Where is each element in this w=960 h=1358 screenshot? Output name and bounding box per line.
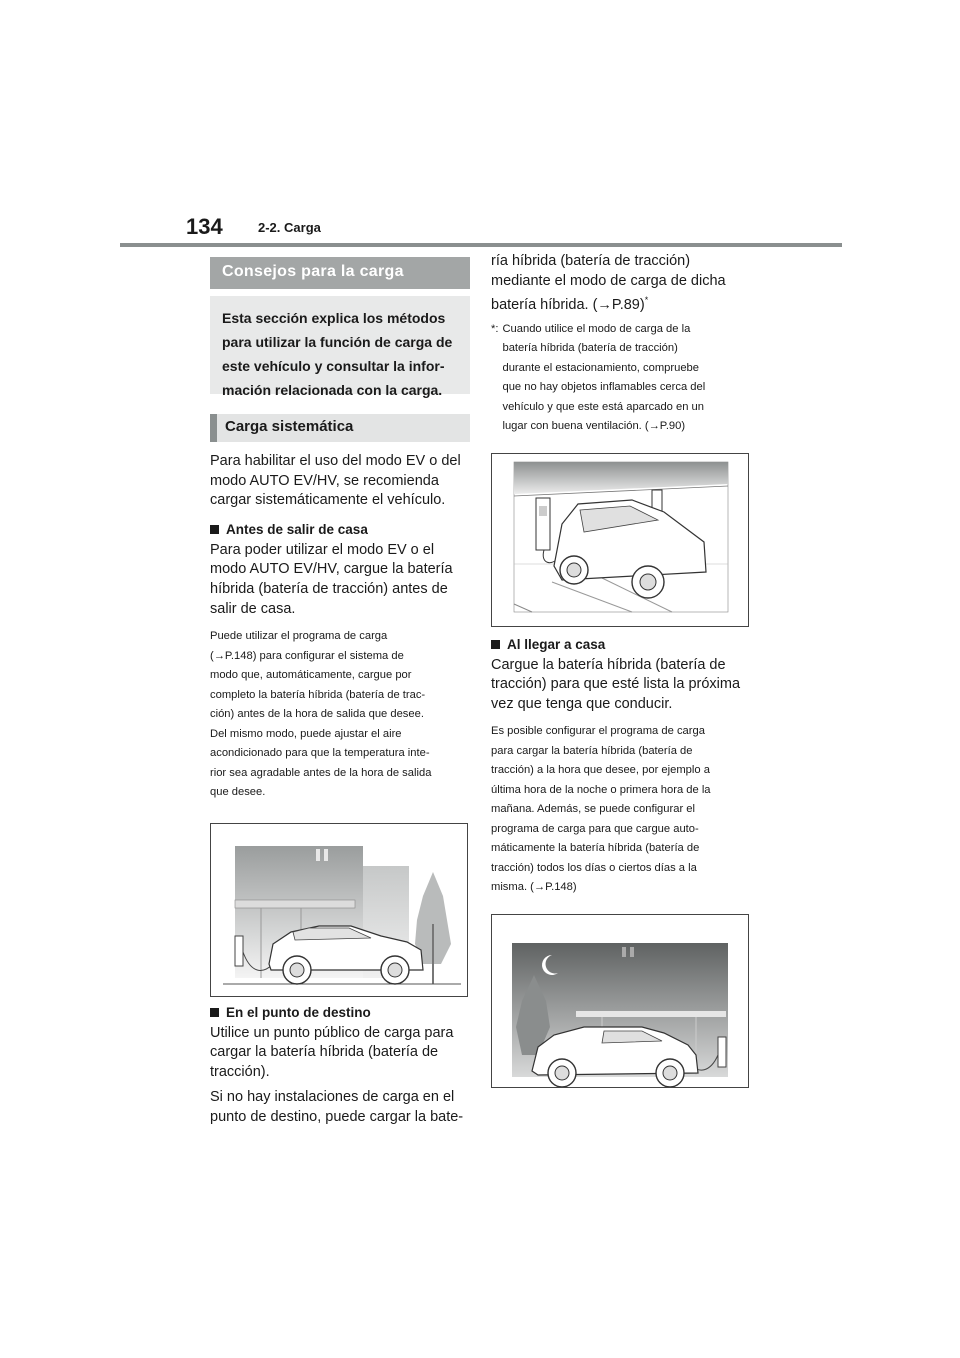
text-line: Para poder utilizar el modo EV o el <box>210 541 435 558</box>
text-line: modo AUTO EV/HV, se recomienda <box>210 472 439 489</box>
text-line: cargar sistemáticamente el vehículo. <box>210 492 446 509</box>
paragraph-destination <box>210 1024 470 1083</box>
right-column <box>491 252 751 1088</box>
text-line: Del mismo modo, puede ajustar el aire <box>210 727 402 740</box>
text-line: punto de destino, puede cargar la bate- <box>210 1109 464 1126</box>
footnote-marker: * <box>644 295 649 306</box>
footnote-body <box>502 320 705 437</box>
text-line: misma. (→P.148) <box>491 881 577 894</box>
text-line: lugar con buena ventilación. (→P.90) <box>502 420 686 433</box>
text-line: tracción) para que esté lista la próxima <box>491 676 741 693</box>
text-line: Cuando utilice el modo de carga de la <box>502 322 691 335</box>
text-line: acondicionado para que la temperatura inte- <box>210 747 430 760</box>
main-heading: Consejos para la carga <box>210 257 470 289</box>
text-line: ría híbrida (batería de tracción) <box>491 253 691 269</box>
footnote-label: *: <box>491 322 499 335</box>
night-charging-illustration <box>491 914 749 1088</box>
text-line: Puede utilizar el programa de carga <box>210 630 388 643</box>
header-divider <box>120 243 842 247</box>
sub-heading: Carga sistemática <box>210 414 470 442</box>
text-line: Utilice un punto público de carga para <box>210 1024 454 1041</box>
bullet-label: Al llegar a casa <box>507 636 606 652</box>
text-line: durante el estacionamiento, compruebe <box>502 361 699 374</box>
text-line <box>491 291 751 315</box>
note-arrival <box>491 722 751 898</box>
text-line: Cargue la batería híbrida (batería de <box>491 656 726 673</box>
text-line: Para habilitar el uso del modo EV o del <box>210 453 461 469</box>
text-line: vez que tenga que conducir. <box>491 695 673 712</box>
text-line: tracción) todos los días o ciertos días a la <box>491 861 697 874</box>
text-line: tracción). <box>210 1063 270 1080</box>
paragraph-before-leaving <box>210 541 470 619</box>
text-line: batería híbrida (batería de tracción) <box>502 342 678 355</box>
home-charging-illustration <box>210 823 468 997</box>
bullet-label: Antes de salir de casa <box>226 521 368 537</box>
text-line: Es posible configurar el programa de carga <box>491 725 705 738</box>
text-line: mañana. Además, se puede configurar el <box>491 803 695 816</box>
section-breadcrumb: 2-2. Carga <box>258 220 321 235</box>
text-line: modo que, automáticamente, cargue por <box>210 669 412 682</box>
paragraph-systematic <box>210 452 470 511</box>
note-before-leaving <box>210 627 470 803</box>
text-line: que no hay objetos inflamables cerca del <box>502 381 706 394</box>
footnote <box>491 320 751 437</box>
intro-line: para utilizar la función de carga de <box>222 334 453 350</box>
bullet-label: En el punto de destino <box>226 1004 371 1020</box>
text-line: Si no hay instalaciones de carga en el <box>210 1089 455 1106</box>
bullet-heading-arrival <box>491 637 751 652</box>
bullet-heading-home <box>210 522 470 537</box>
text-line: (→P.148) para configurar el sistema de <box>210 649 404 662</box>
text-line: salir de casa. <box>210 600 296 617</box>
text-line: programa de carga para que cargue auto- <box>491 822 699 835</box>
page-number: 134 <box>186 214 223 239</box>
text-line: vehículo y que este está aparcado en un <box>502 400 704 413</box>
intro-line: mación relacionada con la carga. <box>222 382 443 398</box>
text-line: máticamente la batería híbrida (batería de <box>491 842 700 855</box>
text-line: tracción) a la hora que desee, por ejemplo a <box>491 764 710 777</box>
bullet-square-icon <box>210 525 219 534</box>
intro-line: este vehículo y consultar la infor- <box>222 358 445 374</box>
paragraph-arrival <box>491 656 751 715</box>
text-line: última hora de la noche o primera hora de la <box>491 783 711 796</box>
bullet-square-icon <box>491 640 500 649</box>
bullet-square-icon <box>210 1008 219 1017</box>
bullet-heading-destination <box>210 1005 470 1020</box>
text-line: para cargar la batería híbrida (batería de <box>491 744 693 757</box>
text-line: ción) antes de la hora de salida que desee. <box>210 708 424 721</box>
intro-box <box>210 296 470 398</box>
intro-line: Esta sección explica los métodos <box>222 310 446 326</box>
text-line: rior sea agradable antes de la hora de salida <box>210 766 432 779</box>
left-column <box>210 257 470 1128</box>
paragraph-no-facilities <box>210 1088 470 1127</box>
paragraph-continued <box>491 252 751 316</box>
text-line: híbrida (batería de tracción) antes de <box>210 580 448 597</box>
text-line: cargar la batería híbrida (batería de <box>210 1044 439 1061</box>
text-line: mediante el modo de carga de dicha <box>491 272 726 289</box>
text-line: completo la batería híbrida (batería de trac- <box>210 688 426 701</box>
reference-text: batería híbrida. (→P.89) <box>491 297 645 314</box>
text-line: modo AUTO EV/HV, cargue la batería <box>210 561 453 578</box>
text-line: que desee. <box>210 786 266 799</box>
public-charging-illustration <box>491 453 749 627</box>
